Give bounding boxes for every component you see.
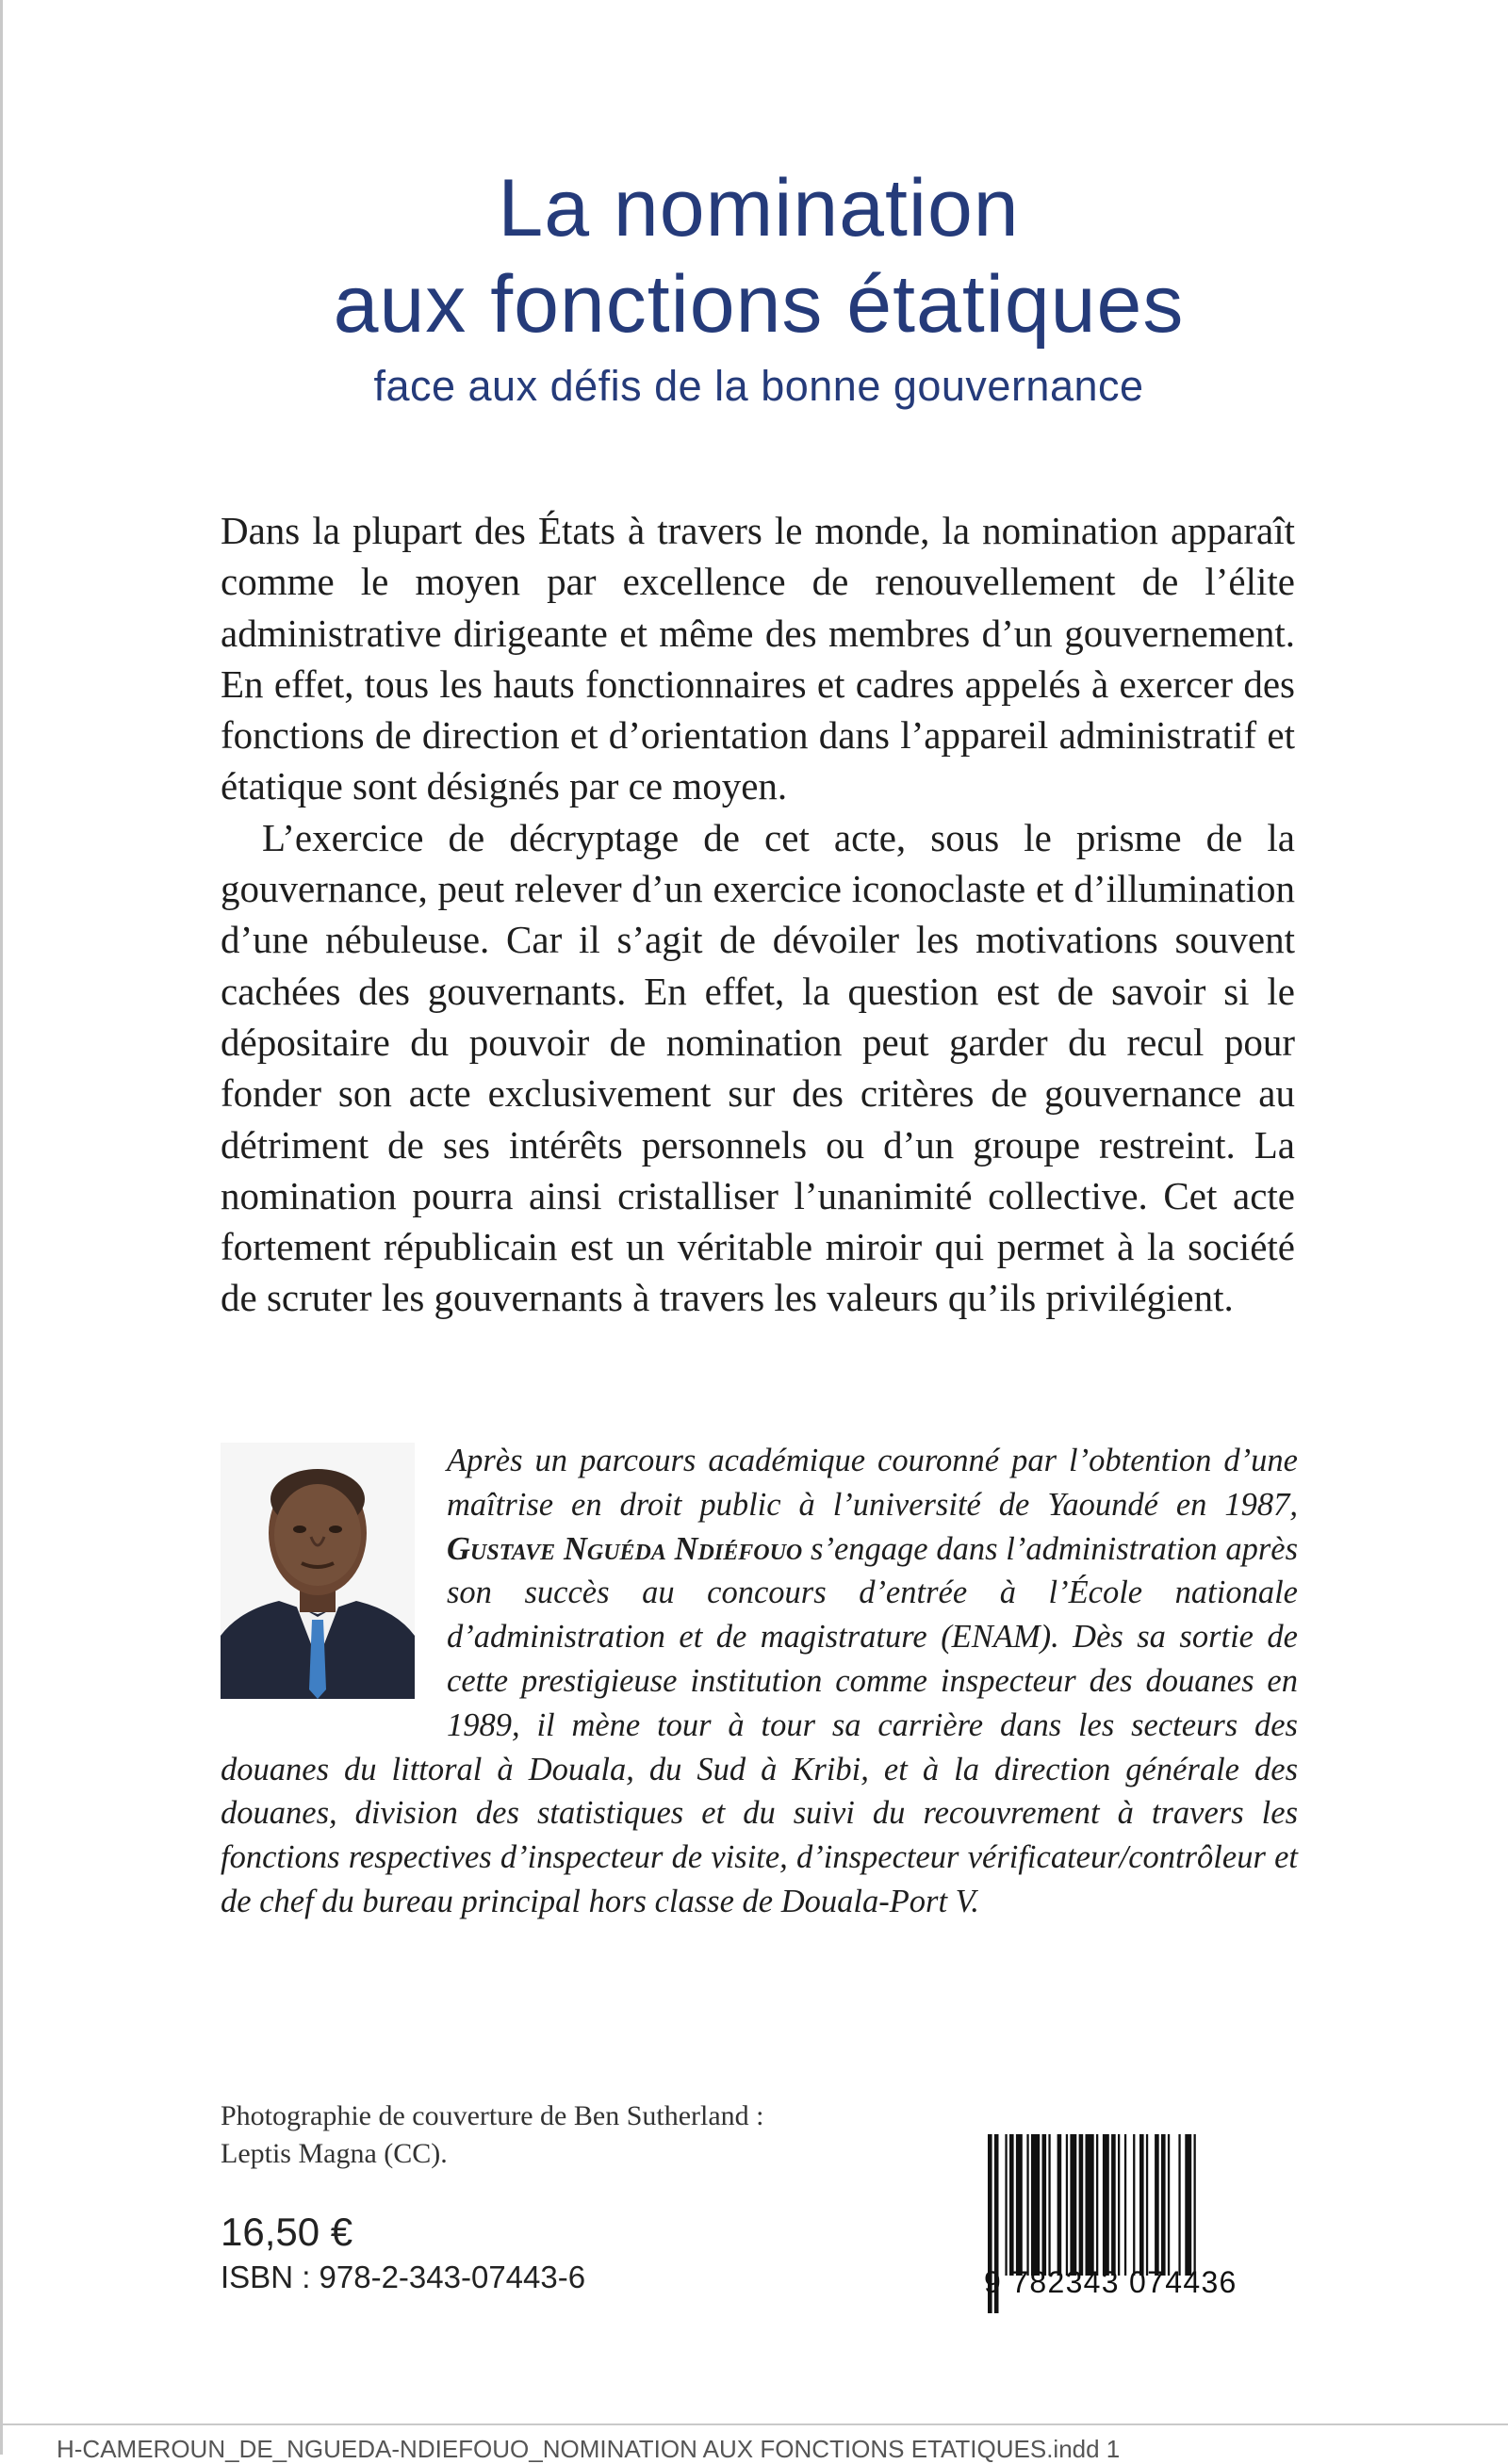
photo-credit-line-2: Leptis Magna (CC).	[221, 2138, 448, 2169]
barcode-bar	[1118, 2134, 1120, 2276]
book-title-line-1: La nomination	[498, 163, 1020, 253]
barcode-bar	[1009, 2134, 1014, 2276]
print-slug: H-CAMEROUN_DE_NGUEDA-NDIEFOUO_NOMINATION AUX FONCTIONS ETATIQUES.indd 1	[57, 2435, 1121, 2463]
barcode-bar	[1005, 2134, 1007, 2276]
price: 16,50 €	[221, 2210, 353, 2254]
summary-paragraph-2: L’exercice de décryptage de cet acte, sous le prisme de la gouvernance, peut relever d’un exercice iconoclaste et d’illumination d’une nébuleuse. Car il s’agit de dévoiler les motivations souvent cachées des gouvernants. En effet, la question est de savoir si le dépositaire du pouvoir de nomination peut garder du recul pour fonder son acte exclusivement sur des critères de gouvernance au détriment de ses intérêts personnels ou d’un groupe restreint. La nomination pourra ainsi cristalliser l’unanimité collective. Cet acte fortement républicain est un véritable miroir qui permet à la société de scruter les gouvernants à travers les valeurs qu’ils privilégient.	[221, 815, 1295, 1320]
author-name: Gustave Nguéda Ndiéfouo	[447, 1530, 803, 1567]
barcode-digits: 9 782343 074436	[984, 2265, 1238, 2299]
barcode-bar	[1185, 2134, 1191, 2276]
barcode-bar	[1103, 2134, 1109, 2276]
barcode-bar	[1031, 2134, 1040, 2276]
author-photo	[221, 1443, 415, 1699]
barcode-bar	[1133, 2134, 1135, 2276]
barcode-bar	[1016, 2134, 1023, 2276]
photo-credit-line-1: Photographie de couverture de Ben Sutherland :	[221, 2100, 764, 2131]
barcode-bar	[1066, 2134, 1068, 2276]
barcode-bar	[1057, 2134, 1062, 2276]
book-title-line-2: aux fonctions étatiques	[333, 259, 1185, 350]
barcode-bar	[1070, 2134, 1076, 2276]
barcode-bar	[1194, 2134, 1196, 2276]
photo-credit	[221, 2097, 764, 2173]
barcode-bar	[1042, 2134, 1047, 2276]
title-block	[0, 160, 1508, 415]
book-summary	[221, 505, 1295, 1324]
summary-paragraph-1: Dans la plupart des États à travers le monde, la nomination apparaît comme le moyen par excellence de renouvellement de l’élite administrative dirigeante et même des membres d’un gouvernement. En effet, tous les hauts fonctionnaires et cadres appelés à exercer des fonctions de direction et d’orientation dans l’appareil administratif et étatique sont désignés par ce moyen.	[221, 509, 1295, 808]
crop-line-bottom	[0, 2423, 1508, 2425]
bio-text-after: s’engage dans l’administration après son succès au concours d’entrée à l’École nationale d’administration et de magistrature (ENAM). Dès sa sortie de cette prestigieuse institution comme inspecteur des douanes en 1989, il mène tour à tour sa carrière dans les secteurs des douanes du littoral à Douala, du Sud à Kribi, et à la direction générale des douanes, division des statistiques et du suivi du recouvrement à travers les fonctions respectives d’inspecteur de visite, d’inspecteur vérificateur/contrôleur et de chef du bureau principal hors classe de Douala-Port V.	[221, 1530, 1298, 1919]
barcode-bar	[1168, 2134, 1170, 2276]
barcode-bar	[1026, 2134, 1028, 2276]
book-subtitle: face aux défis de la bonne gouvernance	[373, 362, 1144, 410]
author-portrait-image	[221, 1443, 415, 1699]
barcode-bar	[1155, 2134, 1159, 2276]
barcode-bar	[1048, 2134, 1050, 2276]
barcode-bar	[1146, 2134, 1148, 2276]
barcode-bar	[1124, 2134, 1126, 2276]
barcode-bar	[1139, 2134, 1144, 2276]
isbn: ISBN : 978-2-343-07443-6	[221, 2260, 586, 2294]
author-bio	[221, 1439, 1298, 1924]
barcode-bar	[1178, 2134, 1180, 2276]
barcode-bar	[1096, 2134, 1098, 2276]
barcode-bar	[1161, 2134, 1166, 2276]
barcode-bar	[1111, 2134, 1116, 2276]
bio-text-before: Après un parcours académique couronné par l’obtention d’une maîtrise en droit public à l’université de Yaoundé en 1987,	[447, 1443, 1298, 1523]
barcode-bar	[1086, 2134, 1094, 2276]
barcode-bar	[1079, 2134, 1084, 2276]
